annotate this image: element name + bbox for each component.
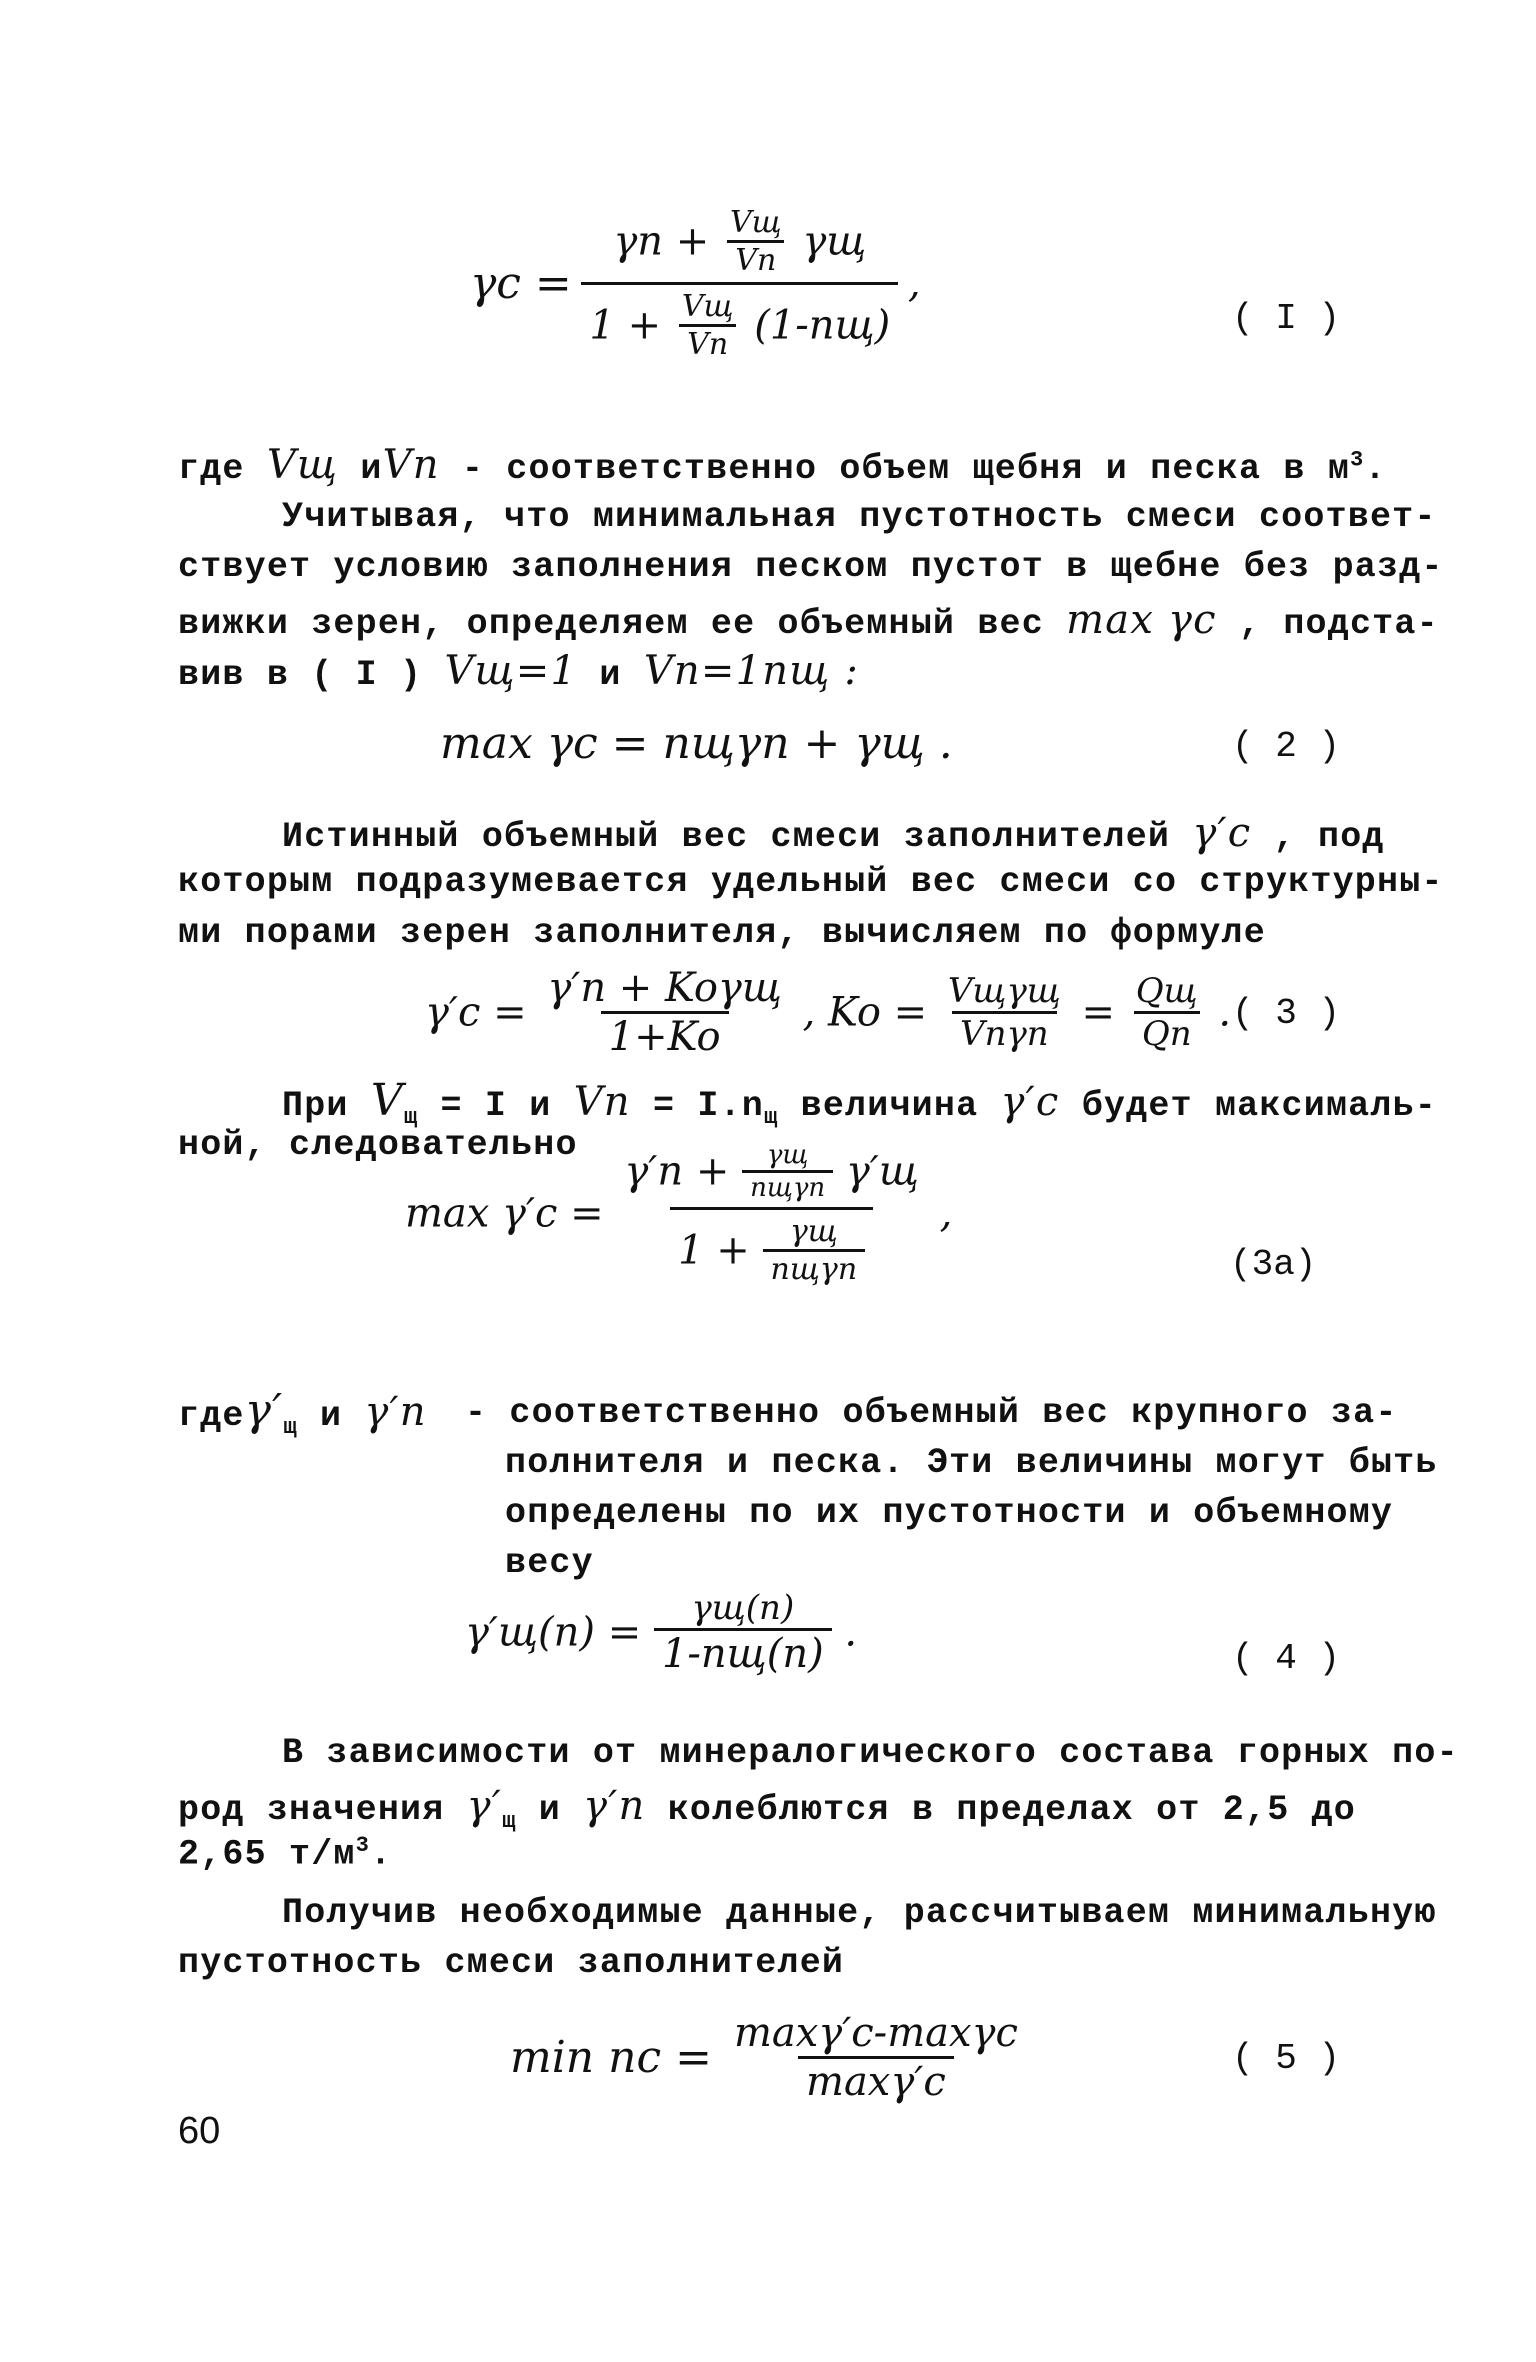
eq1-den-b: (1-nщ) <box>754 302 891 349</box>
eq3a-den-frac <box>763 1214 866 1287</box>
p2-vshch-eq: Vщ=1 <box>444 648 578 694</box>
p3-line1-a: Истинный объемный вес смеси заполнителей <box>282 817 1171 857</box>
eq3a-numerator <box>616 1140 927 1207</box>
eq3-lhs: γ′c = <box>425 989 527 1036</box>
p7-line2: пустотность смеси заполнителей <box>178 1943 845 1983</box>
eq3a-num-frac-num: γщ <box>766 1140 809 1170</box>
p2-max-gamma-c: max γc <box>1066 597 1217 643</box>
p5-where: где <box>178 1396 245 1436</box>
p4-sub2: щ <box>764 1105 779 1130</box>
eq3-frac1 <box>539 965 790 1060</box>
equation-3 <box>425 965 1231 1060</box>
p2-line3 <box>178 597 1439 644</box>
eq3-equals: = <box>1081 989 1116 1036</box>
eq1-denominator <box>581 282 898 362</box>
p2-line1: Учитывая, что минимальная пустотность смеси соответ- <box>282 497 1437 537</box>
eq3-frac3 <box>1128 971 1206 1054</box>
eq3-frac2 <box>940 971 1069 1054</box>
eq3a-denominator <box>670 1207 873 1287</box>
p1-text: - соответственно объем щебня и песка в м <box>461 449 1351 489</box>
p5-sub: щ <box>283 1415 298 1440</box>
eq3-frac2-den: Vпγп <box>952 1011 1057 1054</box>
p4-in: = I.n <box>652 1086 765 1126</box>
p3-line1 <box>282 810 1385 857</box>
p6-line1: В зависимости от минералогического состава горных по- <box>282 1733 1459 1773</box>
eq5-fraction <box>726 2010 1026 2105</box>
p3-line3: ми порами зерен заполнителя, вычисляем по формуле <box>178 913 1266 953</box>
p5-line1 <box>178 1385 427 1440</box>
p2-line4-a: вив в ( I ) <box>178 655 423 695</box>
p1-v-shch: Vщ <box>266 442 339 488</box>
p6-gamma-prime: γ′ <box>466 1783 503 1829</box>
eq3-frac2-num: Vщγщ <box>947 971 1061 1011</box>
eq1-num-frac <box>722 205 790 278</box>
eq4-den: 1-nщ(п) <box>654 1628 832 1677</box>
eq4-fraction <box>654 1588 832 1677</box>
p4-line1 <box>282 1075 1437 1130</box>
eq3a-den-a: 1 + <box>678 1227 750 1274</box>
p5-text-line3: определены по их пустотности и объемному <box>505 1493 1394 1533</box>
eq1-den-frac-den: Vп <box>679 324 736 362</box>
eq3a-den-frac-num: γщ <box>789 1214 838 1249</box>
p4-line2: ной, следовательно <box>178 1125 578 1165</box>
eq3a-num-frac-den: nщγп <box>742 1170 833 1203</box>
eq1-comma: , <box>907 260 921 307</box>
p4-vp: Vп <box>573 1079 631 1125</box>
p5-and: и <box>319 1396 343 1436</box>
eq1-num-frac-num: Vщ <box>729 205 782 240</box>
equation-1 <box>470 205 921 362</box>
eq4-number: ( 4 ) <box>1232 1638 1341 1679</box>
p2-line3-a: вижки зерен, определяем ее объемный вес <box>178 604 1044 644</box>
equation-2: max γc = nщγп + γщ . <box>440 718 953 769</box>
eq1-num-b: γщ <box>802 218 867 265</box>
eq4-num: γщ(п) <box>691 1588 795 1628</box>
p6-line3 <box>178 1833 392 1875</box>
p4-velichina: величина <box>800 1086 979 1126</box>
p4-pri: При <box>282 1086 349 1126</box>
equation-3a <box>405 1140 952 1287</box>
eq3a-lhs: max γ′c = <box>405 1190 604 1237</box>
page-number: 60 <box>178 2110 221 2152</box>
p5-text-line4: весу <box>505 1543 594 1583</box>
eq3-frac3-den: Qп <box>1134 1011 1200 1054</box>
p6-line2-a: род значения <box>178 1790 445 1830</box>
eq1-lhs: γc = <box>470 258 572 309</box>
p4-gamma-prime-c: γ′c <box>1000 1079 1060 1125</box>
p6-line2-b: колеблются в пределах от 2,5 до <box>667 1790 1357 1830</box>
p4-eq-i: = I и <box>440 1086 552 1126</box>
eq2-number: ( 2 ) <box>1232 726 1341 767</box>
p6-end: . <box>370 1834 393 1875</box>
eq3a-num-a: γ′п + <box>624 1148 730 1195</box>
eq3a-main-fraction <box>616 1140 927 1287</box>
p3-line2: которым подразумевается удельный вес смеси со структурны- <box>178 862 1444 902</box>
eq1-den-frac <box>674 289 742 362</box>
p2-line3-b: , подста- <box>1238 604 1439 644</box>
eq1-number: ( I ) <box>1232 298 1341 339</box>
eq5-lhs: min nc = <box>510 2032 712 2083</box>
eq3-frac3-num: Qщ <box>1135 971 1198 1011</box>
eq3-frac1-num: γ′п + Koγщ <box>547 965 782 1011</box>
p6-and: и <box>538 1790 561 1830</box>
p6-sub: щ <box>502 1809 517 1834</box>
p5-gamma-prime-p: γ′п <box>364 1389 427 1435</box>
p5-text-line1: - соответственно объемный вес крупного за- <box>465 1393 1398 1433</box>
p5-text-line2: полнителя и песка. Эти величины могут быть <box>505 1443 1438 1483</box>
eq3a-num-b: γ′щ <box>845 1148 919 1195</box>
eq1-num-a: γп + <box>613 218 710 265</box>
p1-line1 <box>178 442 1387 489</box>
equation-4 <box>465 1588 857 1677</box>
p5-gamma-prime: γ′ <box>244 1385 284 1436</box>
p7-line1: Получив необходимые данные, рассчитываем минимальную <box>282 1893 1437 1933</box>
eq1-num-frac-den: Vп <box>727 240 784 278</box>
p4-line1-e: будет максималь- <box>1081 1086 1437 1126</box>
eq3a-comma: , <box>939 1190 953 1237</box>
eq3-frac1-den: 1+Ko <box>601 1011 729 1060</box>
p4-v: V <box>370 1075 404 1126</box>
p2-vp-eq: Vп=1nщ : <box>643 648 860 694</box>
eq3a-den-frac-den: nщγп <box>763 1249 866 1287</box>
p6-gamma-prime-p: γ′п <box>583 1783 646 1829</box>
p6-sup: 3 <box>355 1833 371 1858</box>
eq3-mid: , Ko = <box>802 989 928 1036</box>
eq3-end: . <box>1218 989 1232 1036</box>
eq4-end: . <box>844 1609 858 1656</box>
p6-line3-a: 2,65 т/м <box>178 1834 356 1875</box>
eq5-number: ( 5 ) <box>1232 2038 1341 2079</box>
eq1-main-fraction <box>581 205 898 362</box>
p1-where: где <box>178 449 245 489</box>
eq3-number: ( 3 ) <box>1232 993 1341 1034</box>
p3-line1-b: , под <box>1273 817 1385 857</box>
eq3a-num-frac <box>742 1140 833 1203</box>
p2-line2: ствует условию заполнения песком пустот в щебне без разд- <box>178 547 1444 587</box>
eq4-lhs: γ′щ(п) = <box>465 1609 642 1656</box>
eq1-numerator <box>605 205 874 282</box>
p2-line4-and: и <box>599 655 622 695</box>
equation-5 <box>510 2010 1026 2105</box>
p3-gamma-prime-c: γ′c <box>1192 810 1252 856</box>
p4-sub1: щ <box>403 1105 419 1130</box>
p2-line4 <box>178 648 859 695</box>
eq5-num: maxγ′c-maxγc <box>733 2010 1018 2056</box>
p1-end: . <box>1364 449 1387 489</box>
p1-v-p: Vп <box>382 442 440 488</box>
p1-sup: 3 <box>1350 447 1365 473</box>
eq1-den-frac-num: Vщ <box>681 289 734 324</box>
eq1-den-a: 1 + <box>589 302 662 349</box>
p1-and: и <box>360 449 383 489</box>
p6-line2 <box>178 1783 1356 1834</box>
eq5-den: maxγ′c <box>798 2056 954 2105</box>
eq3a-number: (3а) <box>1230 1244 1317 1285</box>
